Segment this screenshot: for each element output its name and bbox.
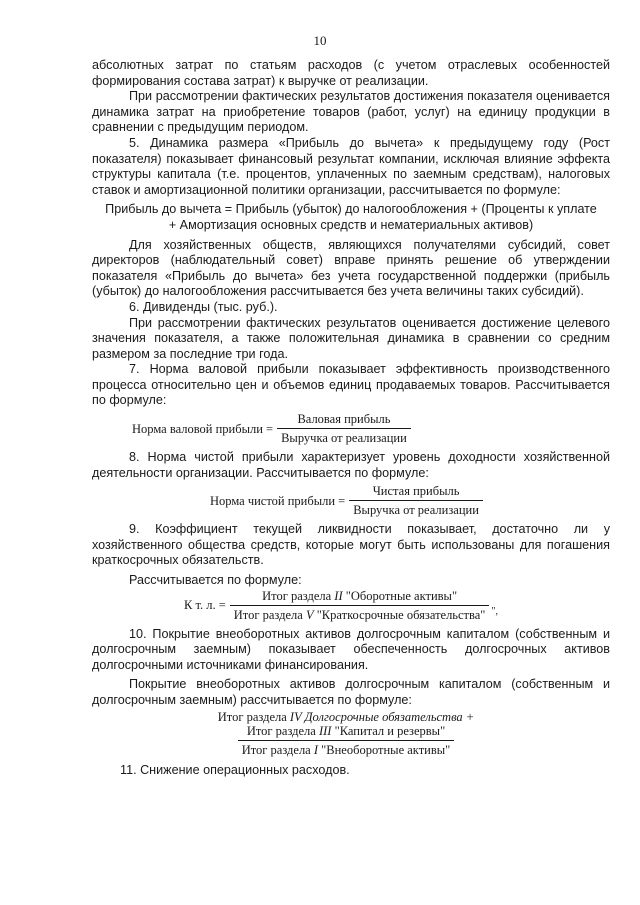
numerator: Чистая прибыль (372, 484, 460, 499)
paragraph: 5. Динамика размера «Прибыль до вычета» к предыдущему году (Рост показателя) показывает финансовый результат компании, исключая влияние эффекта структуры капитала (т.е. процентов, уплаченных по заемным средствам), налоговых ставок и амортизационной политики организации, рассчитывается по формуле: (92, 135, 610, 197)
paragraph: Для хозяйственных обществ, являющихся получателями субсидий, совет директоров (наблюдательный совет) вправе принять решение об утверждении показателя «Прибыль до вычета» без учета государственной поддержки (прибыль (убыток) до налогообложения рассчитывается без учета величины таких субсидий). (92, 237, 610, 299)
formula-noncurrent-coverage (92, 710, 596, 757)
fraction (277, 412, 411, 445)
paragraph: 7. Норма валовой прибыли показывает эффективность производственного процесса относительно цен и объемов единиц продаваемых товаров. Рассчитывается по формуле: (92, 362, 610, 408)
paragraph: 10. Покрытие внеоборотных активов долгосрочным капиталом (собственным и долгосрочным заемным) показывает обеспеченность долгосрочных активов долгосрочными источниками финансирования. (92, 626, 610, 672)
formula-tail: ", (491, 605, 499, 617)
formula-current-liquidity (184, 589, 610, 622)
fraction (230, 589, 490, 622)
paragraph: абсолютных затрат по статьям расходов (с учетом отраслевых особенностей формирования состава затрат) к выручке от реализации. (92, 58, 610, 88)
paragraph: 6. Дивиденды (тыс. руб.). (129, 299, 278, 314)
paragraph: 8. Норма чистой прибыли характеризует уровень доходности хозяйственной деятельности организации. Рассчитывается по формуле: (92, 450, 610, 480)
paragraph: 11. Снижение операционных расходов. (120, 762, 350, 777)
paragraph: Рассчитывается по формуле: (129, 573, 302, 588)
denominator: Выручка от реализации (349, 500, 483, 517)
formula-net-margin (210, 484, 610, 517)
denominator: Итог раздела I "Внеоборотные активы" (238, 740, 455, 757)
paragraph: 9. Коэффициент текущей ликвидности показывает, достаточно ли у хозяйственного общества средств, которые могут быть использованы для погашения краткосрочных обязательств. (92, 522, 610, 568)
numerator: Валовая прибыль (297, 412, 391, 427)
paragraph: При рассмотрении фактических результатов оценивается достижение целевого значения показателя, а также положительная динамика в сравнении со средним размером за последние три года. (92, 315, 610, 361)
page-number: 10 (313, 33, 327, 48)
formula-lhs: Норма валовой прибыли = (132, 421, 274, 436)
fraction (214, 710, 478, 757)
denominator: Выручка от реализации (277, 428, 411, 445)
document-body (92, 58, 610, 778)
numerator: Итог раздела II "Оборотные активы" (262, 588, 458, 603)
formula-lhs: Норма чистой прибыли = (210, 493, 346, 508)
formula-profit-before-deduction: Прибыль до вычета = Прибыль (убыток) до налогообложения + (Проценты к уплате + Амортизация основных средств и нематериальных активов) (105, 202, 597, 232)
numerator: Итог раздела IV Долгосрочные обязательства + Итог раздела III "Капитал и резервы" (217, 709, 475, 738)
formula-lhs: К т. л. = (184, 598, 226, 613)
paragraph: При рассмотрении фактических результатов достижения показателя оценивается динамика затрат на приобретение товаров (работ, услуг) на единицу продукции в сравнении с предыдущим периодом. (92, 89, 610, 135)
fraction (349, 484, 483, 517)
formula-gross-margin (132, 412, 610, 445)
denominator: Итог раздела V "Краткосрочные обязательства" (230, 605, 490, 622)
paragraph: Покрытие внеоборотных активов долгосрочным капиталом (собственным и долгосрочным заемным) рассчитывается по формуле: (92, 677, 610, 707)
